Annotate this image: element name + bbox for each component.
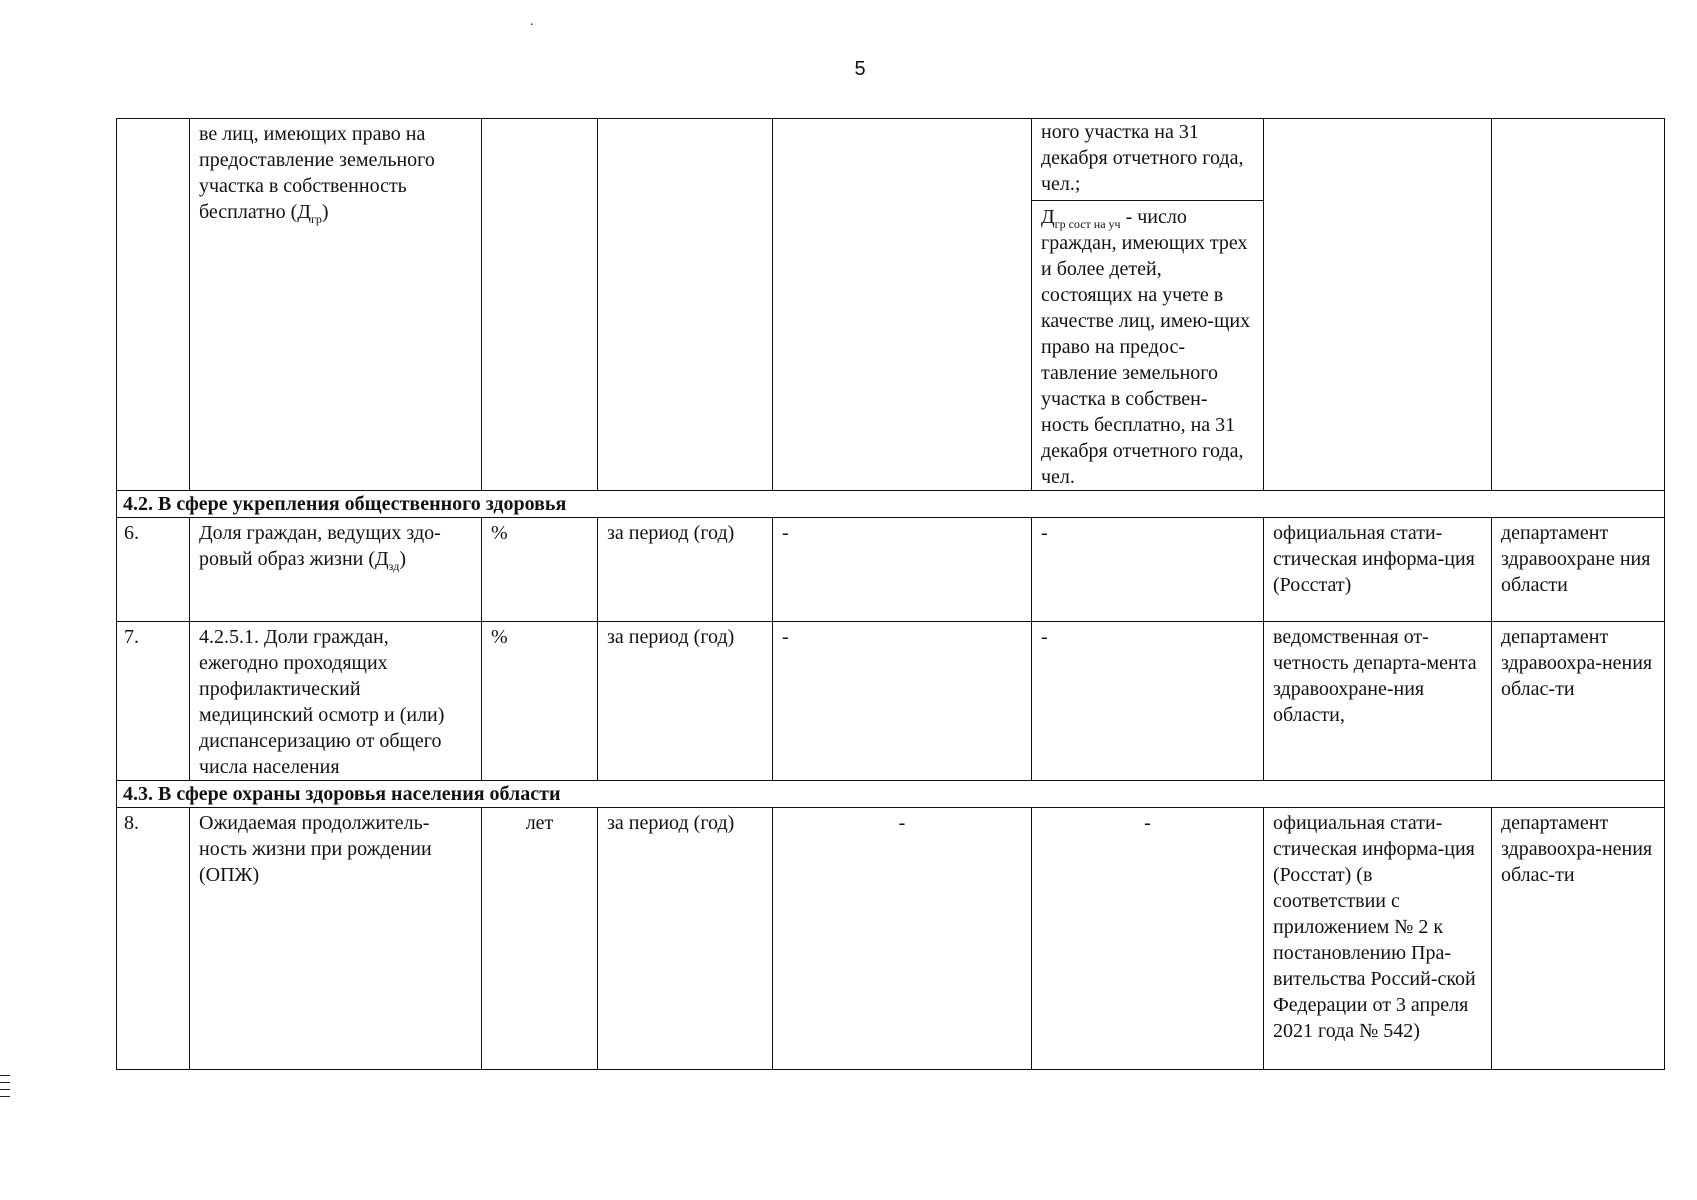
cell-number: 7. xyxy=(117,622,190,781)
cell-formula: - xyxy=(1032,622,1264,781)
cell-unit: лет xyxy=(482,808,598,1070)
cell-formula: - xyxy=(1032,518,1264,622)
section-heading: 4.2. В сфере укрепления общественного здоровья xyxy=(117,491,1665,518)
page-number: 5 xyxy=(854,58,866,80)
section-heading: 4.3. В сфере охраны здоровья населения области xyxy=(117,781,1665,808)
cell-formula xyxy=(1032,119,1264,491)
cell-unit xyxy=(482,119,598,491)
cell-base-value: - xyxy=(773,518,1032,622)
cell-source xyxy=(1264,119,1492,491)
cell-period: за период (год) xyxy=(598,622,773,781)
cell-base-value xyxy=(773,119,1032,491)
formula-bottom: $Д_{гр сост на уч}$ - число граждан, имеющих трех и более детей, состоящих на учете в качестве лиц, имею-щих право на предос-тавление земельного участка в собствен-ность бесплатно, на 31 декабря отчетного года, чел. xyxy=(1041,206,1251,488)
cell-unit: % xyxy=(482,622,598,781)
cell-period: за период (год) xyxy=(598,808,773,1070)
cell-base-value: - xyxy=(773,622,1032,781)
cell-period xyxy=(598,119,773,491)
cell-base-value: - xyxy=(773,808,1032,1070)
section-heading-row xyxy=(117,781,1665,808)
table-row xyxy=(117,622,1665,781)
cell-number: 6. xyxy=(117,518,190,622)
cell-responsible: департамент здравоохране ния области xyxy=(1492,518,1665,622)
cell-indicator-name: ве лиц, имеющих право на предоставление земельного участка в собственность бесплатно $(Д_{гр})$ xyxy=(190,119,482,491)
table-row xyxy=(117,119,1665,491)
cell-source: официальная стати-стическая информа-ция (Росстат) xyxy=(1264,518,1492,622)
cell-responsible xyxy=(1492,119,1665,491)
cell-indicator-name: Доля граждан, ведущих здо-ровый образ жизни $(Д_{зд})$ xyxy=(190,518,482,622)
cell-source: официальная стати-стическая информа-ция (Росстат) (в соответствии с приложением № 2 к постановлению Пра-вительства Россий-ской Федерации от 3 апреля 2021 года № 542) xyxy=(1264,808,1492,1070)
cell-unit: % xyxy=(482,518,598,622)
cell-number xyxy=(117,119,190,491)
cell-number: 8. xyxy=(117,808,190,1070)
cell-formula: - xyxy=(1032,808,1264,1070)
cell-source: ведомственная от-четность департа-мента здравоохране-ния области, xyxy=(1264,622,1492,781)
indicators-table xyxy=(116,118,1665,1070)
cell-responsible: департамент здравоохра-нения облас-ти xyxy=(1492,808,1665,1070)
table-row xyxy=(117,518,1665,622)
stray-mark: . xyxy=(530,14,534,29)
formula-top: ного участка на 31 декабря отчетного года, чел.; xyxy=(1032,119,1263,201)
cell-period: за период (год) xyxy=(598,518,773,622)
section-heading-row xyxy=(117,491,1665,518)
cell-responsible: департамент здравоохра-нения облас-ти xyxy=(1492,622,1665,781)
cell-indicator-name: 4.2.5.1. Доли граждан, ежегодно проходящих профилактический медицинский осмотр и (или) диспансеризацию от общего числа населения xyxy=(190,622,482,781)
cell-indicator-name: Ожидаемая продолжитель-ность жизни при рождении (ОПЖ) xyxy=(190,808,482,1070)
margin-marks xyxy=(0,1075,10,1103)
table-row xyxy=(117,808,1665,1070)
